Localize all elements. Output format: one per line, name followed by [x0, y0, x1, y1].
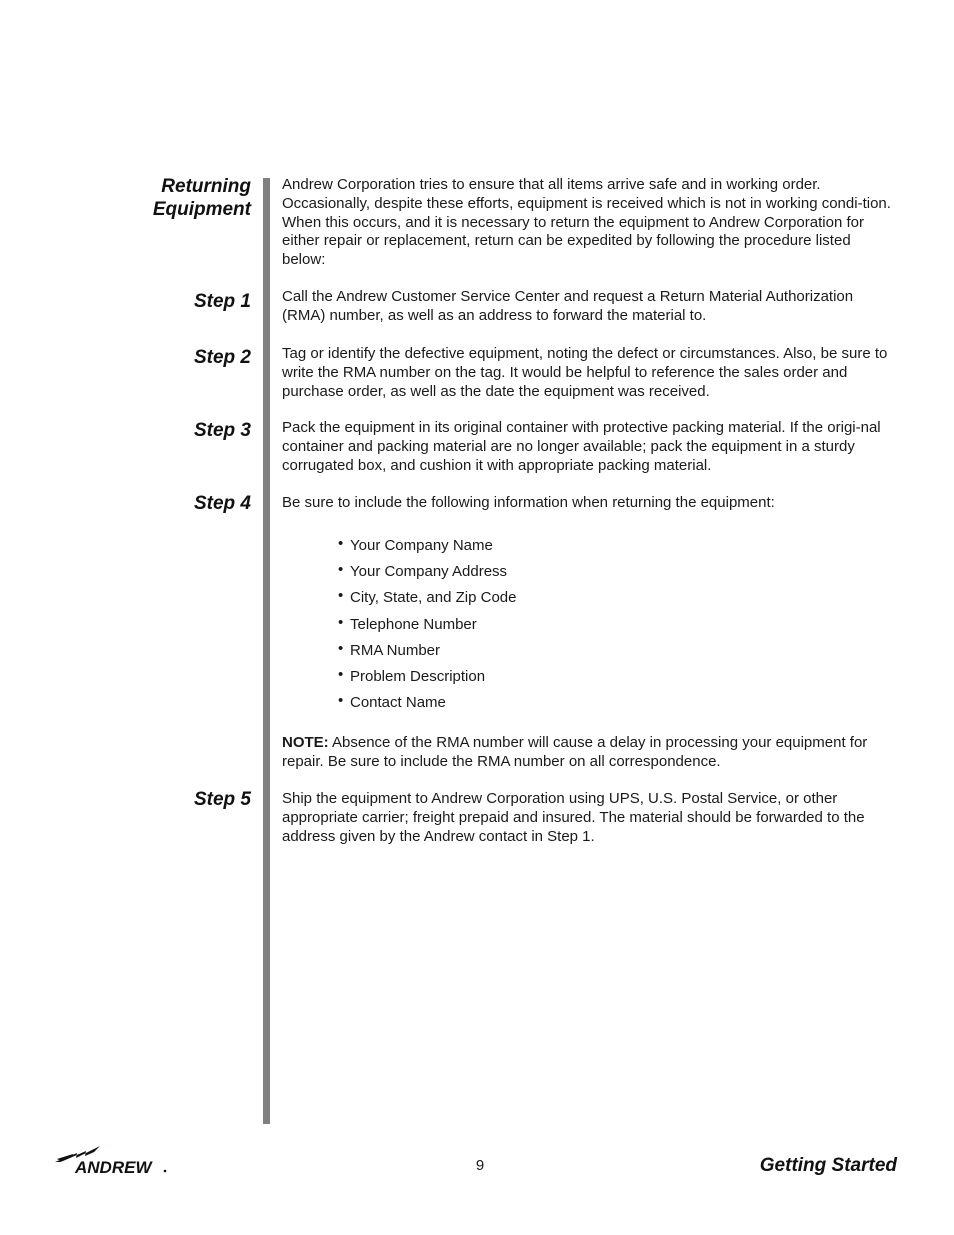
lightning-bolt-icon — [55, 1140, 171, 1176]
bullet-icon: • — [338, 613, 344, 631]
step-5-text: Ship the equipment to Andrew Corporation using UPS, U.S. Postal Service, or other appropriate carrier; freight prepaid and insured. The material should be forwarded to the address given by the Andrew contact in Step 1. — [282, 790, 865, 845]
list-item — [338, 640, 516, 666]
section-heading — [153, 175, 251, 221]
step-4-text: Be sure to include the following information when returning the equipment: — [282, 494, 775, 511]
step-1-text: Call the Andrew Customer Service Center and request a Return Material Authorization (RMA) number, as well as an address to forward the material to. — [282, 288, 854, 324]
list-item-text: Problem Description — [350, 667, 486, 685]
step-2-heading: Step 2 — [193, 347, 251, 368]
step-3-heading: Step 3 — [193, 420, 251, 441]
list-item — [338, 587, 516, 613]
list-item — [338, 666, 516, 692]
vertical-divider — [263, 178, 270, 1124]
bullet-icon: • — [338, 639, 344, 657]
list-item-text: Contact Name — [350, 694, 446, 712]
list-item-text: Telephone Number — [350, 615, 477, 633]
note-paragraph — [282, 734, 894, 772]
andrew-logo — [55, 1140, 171, 1176]
list-item-text: Your Company Name — [350, 537, 493, 554]
note-text: Absence of the RMA number will cause a delay in processing your equipment for repair. Be sure to include the RMA number on all correspondence. — [282, 734, 868, 770]
list-item — [338, 692, 516, 718]
bullet-icon: • — [338, 561, 344, 579]
logo-text: ANDREW — [75, 1158, 152, 1176]
bullet-icon: • — [338, 665, 344, 683]
step-2-text: Tag or identify the defective equipment, noting the defect or circumstances. Also, be sure to write the RMA number on the tag. It would be helpful to reference the sales order and purchase order, as well as the date the equipment was received. — [282, 345, 888, 400]
bullet-icon: • — [338, 692, 344, 710]
step-1-heading: Step 1 — [193, 291, 251, 312]
list-item — [338, 535, 516, 561]
intro-paragraph: Andrew Corporation tries to ensure that all items arrive safe and in working order. Occasionally, despite these efforts, equipment is received which is not in working condi-tion. When this occurs, and it is necessary to return the equipment to Andrew Corporation for either repair or replacement, return can be expedited by following the procedure listed below: — [282, 176, 891, 269]
step-4-heading: Step 4 — [193, 493, 251, 514]
bullet-icon: • — [338, 587, 344, 605]
step-3-text: Pack the equipment in its original container with protective packing material. If the origi-nal container and packing material are no longer available; pack the equipment in a sturdy corrugated box, and cushion it with appropriate packing material. — [282, 419, 881, 474]
list-item-text: City, State, and Zip Code — [350, 589, 517, 607]
page-number: 9 — [475, 1157, 485, 1174]
section-heading-line1: Returning — [161, 176, 251, 197]
list-item — [338, 614, 516, 640]
step-5-heading: Step 5 — [193, 789, 251, 810]
bullet-icon: • — [338, 535, 344, 552]
note-label: NOTE: — [282, 734, 329, 751]
section-heading-line2: Equipment — [152, 199, 251, 220]
return-info-list — [338, 535, 516, 718]
footer-section-title: Getting Started — [759, 1155, 897, 1176]
list-item-text: Your Company Address — [350, 563, 508, 581]
list-item-text: RMA Number — [350, 641, 441, 659]
list-item — [338, 561, 516, 587]
